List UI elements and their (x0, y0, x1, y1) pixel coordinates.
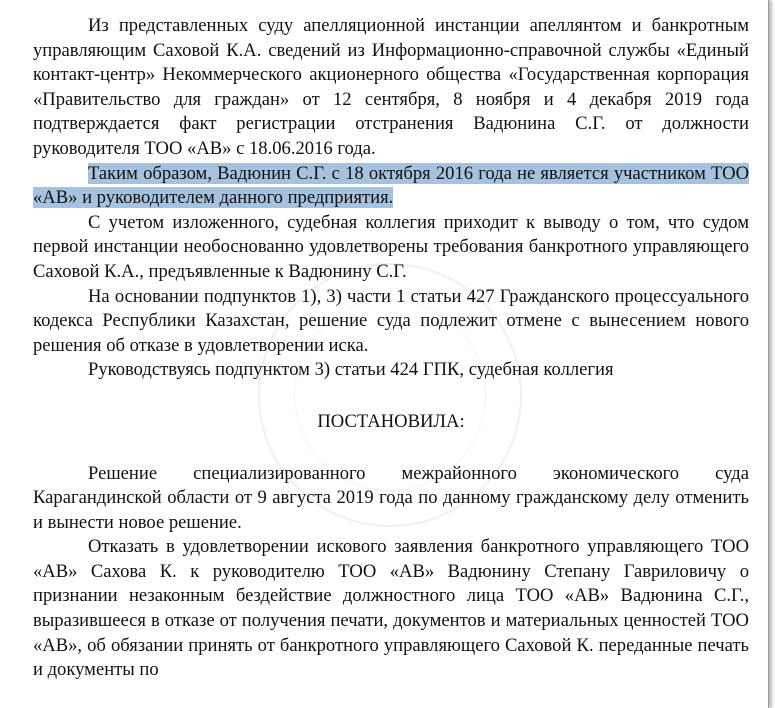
resolution-heading: ПОСТАНОВИЛА: (317, 410, 465, 432)
paragraph-legal-basis: На основании подпунктов 1), 3) части 1 статьи 427 Гражданского процессуального кодекса Республики Казахстан, решение суда подлежит отмене с вынесением нового решения об отказе в удовлетворении иска. (33, 285, 749, 356)
paragraph-decision-cancel: Решение специализированного межрайонного экономического суда Карагандинской области от 9 августа 2019 года по данному гражданскому делу отменить и вынести новое решение. (33, 462, 749, 533)
paragraph-decision-refuse: Отказать в удовлетворении искового заявления банкротного управляющего ТОО «АВ» Сахова К. к руководителю ТОО «АВ» Вадюнину Степану Гавриловичу о признании незаконным бездействие должностного лица ТОО «АВ» Вадюнина С.Г., выразившееся в отказе от получения печати, документов и материальных ценностей ТОО «АВ», об обязании принять от банкротного управляющего Саховой К. переданные печать и документы по (33, 536, 749, 681)
text-selection-highlight[interactable]: Таким образом, Вадюнин С.Г. с 18 октября 2016 года не является участником ТОО «АВ» и руководителем данного предприятия. (33, 162, 749, 209)
paragraph-evidence: Из представленных суду апелляционной инстанции апеллянтом и банкротным управляющим Саховой К.А. сведений из Информационно-справочной службы «Единый контакт-центр» Некоммерческого акционерного общества «Государственная корпорация «Правительство для граждан» от 12 сентября, 8 ноября и 4 декабря 2019 года подтверждается факт регистрации отстранения Вадюнина С.Г. от должности руководителя ТОО «АВ» с 18.06.2016 года. (33, 15, 749, 159)
paragraph-guided-by: Руководствуясь подпунктом 3) статьи 424 ГПК, судебная коллегия (88, 359, 614, 381)
paragraph-court-finding: С учетом изложенного, судебная коллегия приходит к выводу о том, что судом первой инстанции необоснованно удовлетворены требования банкротного управляющего Саховой К.А., предъявленные к Вадюнину С.Г. (33, 211, 749, 282)
document-body (33, 14, 749, 683)
paragraph-conclusion-highlighted (33, 162, 749, 211)
